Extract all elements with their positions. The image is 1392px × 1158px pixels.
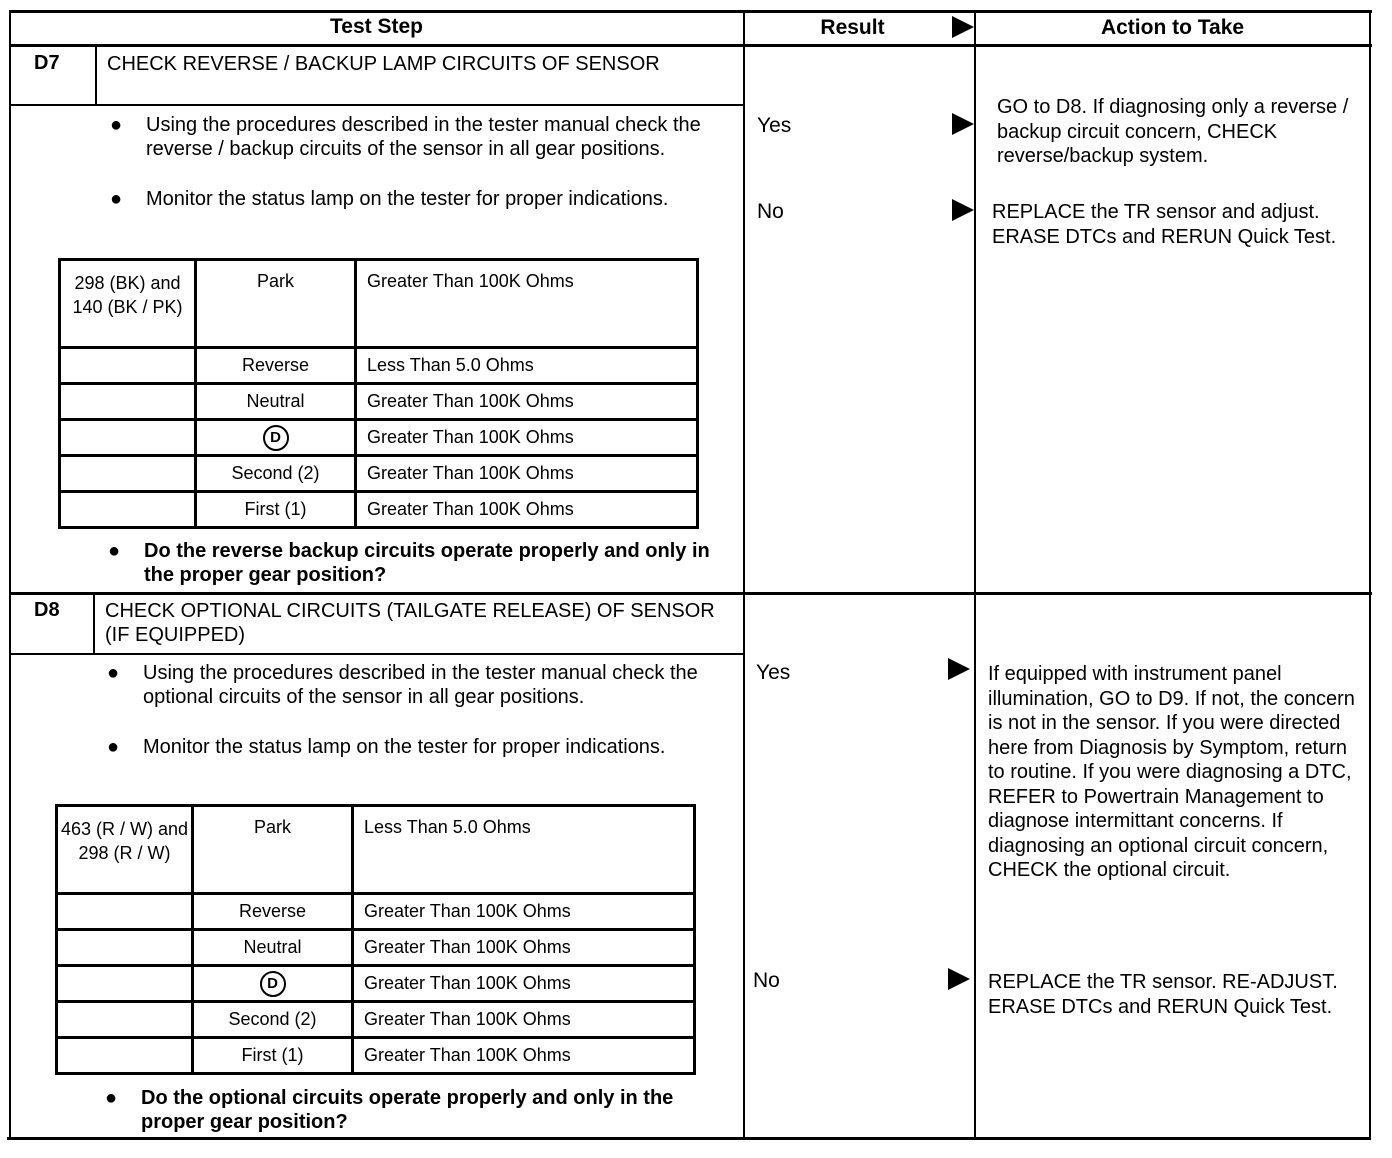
instruction-bullet: ● Monitor the status lamp on the tester for proper indications. bbox=[110, 188, 669, 210]
instruction-bullet: ● Using the procedures described in the tester manual check the optional circuits of the sensor in all gear positions. bbox=[107, 662, 698, 708]
col-divider-result bbox=[743, 10, 745, 1140]
gear-cell: Reverse bbox=[193, 894, 353, 930]
table-right-border bbox=[1369, 10, 1371, 1140]
gear-cell: Second (2) bbox=[196, 456, 356, 492]
header-bottom-border bbox=[10, 44, 1372, 47]
bullet-icon: ● bbox=[108, 540, 121, 562]
action-text: If equipped with instrument panel illumination, GO to D9. If not, the concern is not in the sensor. If you were directed here from Diagnosis by Symptom, return to routine. If you were diagnosing a DTC, REFER to Powertrain Management to diagnose intermittant concerns. If diagnosing an optional circuit concern, CHECK the optional circuit. bbox=[988, 663, 1355, 881]
gear-cell: Park bbox=[193, 806, 353, 894]
header-test-step: Test Step bbox=[330, 15, 423, 38]
step-title-underline bbox=[10, 104, 744, 106]
circuit-cell: 463 (R / W) and 298 (R / W) bbox=[57, 806, 193, 894]
question-bullet: ● Do the reverse backup circuits operate properly and only in the proper gear position? bbox=[108, 540, 710, 586]
instruction-bullet: ● Using the procedures described in the tester manual check the reverse / backup circuits of the sensor in all gear positions. bbox=[110, 114, 701, 160]
bullet-icon: ● bbox=[107, 736, 120, 758]
value-cell: Greater Than 100K Ohms bbox=[356, 260, 698, 348]
gear-cell: First (1) bbox=[193, 1038, 353, 1074]
bullet-icon: ● bbox=[105, 1087, 118, 1109]
table-bottom-border bbox=[7, 1137, 1369, 1140]
gear-cell: Second (2) bbox=[193, 1002, 353, 1038]
step-title: CHECK REVERSE / BACKUP LAMP CIRCUITS OF SENSOR bbox=[107, 53, 660, 75]
resistance-table bbox=[58, 258, 699, 529]
gear-cell: Neutral bbox=[193, 930, 353, 966]
bullet-icon: ● bbox=[110, 114, 123, 136]
gear-cell: Reverse bbox=[196, 348, 356, 384]
step-title: CHECK OPTIONAL CIRCUITS (TAILGATE RELEASE) OF SENSOR (IF EQUIPPED) bbox=[105, 600, 715, 646]
gear-cell bbox=[193, 966, 353, 1002]
row-divider bbox=[10, 592, 1372, 595]
value-cell: Greater Than 100K Ohms bbox=[356, 420, 698, 456]
value-cell: Greater Than 100K Ohms bbox=[353, 1002, 695, 1038]
value-cell: Greater Than 100K Ohms bbox=[353, 1038, 695, 1074]
header-result: Result bbox=[820, 16, 885, 39]
result-no: No bbox=[757, 200, 784, 223]
step-id-divider bbox=[93, 594, 95, 654]
table-top-border bbox=[10, 10, 1372, 13]
table-left-border bbox=[9, 10, 11, 1140]
action-text: GO to D8. If diagnosing only a reverse / backup circuit concern, CHECK reverse/backup system. bbox=[997, 96, 1349, 167]
step-title-underline bbox=[10, 653, 744, 655]
step-id: D7 bbox=[34, 52, 60, 74]
step-id: D8 bbox=[34, 599, 60, 621]
question-bullet: ● Do the optional circuits operate properly and only in the proper gear position? bbox=[105, 1087, 674, 1133]
value-cell: Less Than 5.0 Ohms bbox=[353, 806, 695, 894]
header-arrow-icon bbox=[952, 16, 974, 38]
step-id-divider bbox=[95, 45, 97, 105]
col-divider-action bbox=[974, 10, 976, 1140]
result-arrow-icon bbox=[952, 199, 974, 221]
value-cell: Greater Than 100K Ohms bbox=[356, 492, 698, 528]
drive-gear-icon: D bbox=[260, 971, 286, 997]
action-text: REPLACE the TR sensor. RE-ADJUST. ERASE DTCs and RERUN Quick Test. bbox=[988, 971, 1338, 1018]
gear-cell: Park bbox=[196, 260, 356, 348]
value-cell: Greater Than 100K Ohms bbox=[356, 456, 698, 492]
value-cell: Greater Than 100K Ohms bbox=[356, 384, 698, 420]
result-no: No bbox=[753, 969, 780, 992]
drive-gear-icon: D bbox=[263, 425, 289, 451]
value-cell: Greater Than 100K Ohms bbox=[353, 930, 695, 966]
result-arrow-icon bbox=[948, 658, 970, 680]
header-action: Action to Take bbox=[1100, 16, 1245, 39]
action-text: REPLACE the TR sensor and adjust. ERASE DTCs and RERUN Quick Test. bbox=[992, 201, 1337, 248]
gear-cell: First (1) bbox=[196, 492, 356, 528]
bullet-icon: ● bbox=[110, 188, 123, 210]
circuit-cell: 298 (BK) and 140 (BK / PK) bbox=[60, 260, 196, 348]
value-cell: Greater Than 100K Ohms bbox=[353, 894, 695, 930]
result-yes: Yes bbox=[756, 661, 791, 684]
gear-cell: Neutral bbox=[196, 384, 356, 420]
gear-cell bbox=[196, 420, 356, 456]
result-arrow-icon bbox=[952, 113, 974, 135]
value-cell: Greater Than 100K Ohms bbox=[353, 966, 695, 1002]
result-yes: Yes bbox=[757, 114, 792, 137]
resistance-table bbox=[55, 804, 696, 1075]
instruction-bullet: ● Monitor the status lamp on the tester for proper indications. bbox=[107, 736, 666, 758]
bullet-icon: ● bbox=[107, 662, 120, 684]
result-arrow-icon bbox=[948, 968, 970, 990]
value-cell: Less Than 5.0 Ohms bbox=[356, 348, 698, 384]
